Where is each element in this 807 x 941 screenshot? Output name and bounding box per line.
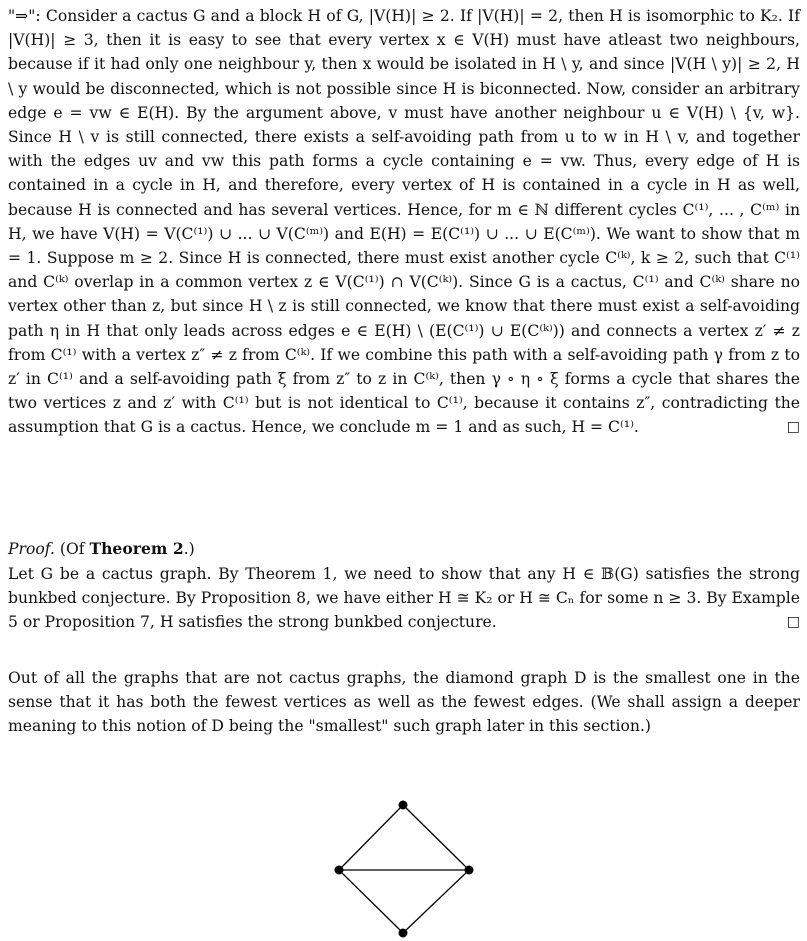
proof-heading <box>8 537 800 561</box>
edge-left-bottom <box>339 870 403 933</box>
paragraph3-text: Out of all the graphs that are not cactus graphs, the diamond graph D is the smallest one in the sense that it has both the fewest vertices as well as the fewest edges. (We shall assign a deeper meaning to this notion of D being the "smallest" such graph later in this section.) <box>8 669 800 736</box>
edge-top-right <box>403 805 469 870</box>
paragraph1-text: "⇒": Consider a cactus G and a block H of G, |V(H)| ≥ 2. If |V(H)| = 2, then H is isomorphic to K₂. If |V(H)| ≥ 3, then it is easy to see that every vertex x ∈ V(H) must have atleast two neighbours, because if it had only one neighbour y, then x would be isolated in H \ y, and since |V(H \ y)| ≥ 2, H \ y would be disconnected, which is not possible since H is biconnected. Now, consider an arbitrary edge e = vw ∈ E(H). By the argument above, v must have another neighbour u ∈ V(H) \ {v, w}. Since H \ v is still connected, there exists a self-avoiding path from u to w in H \ v, and together with the edges uv and vw this path forms a cycle containing e = vw. Thus, every edge of H is contained in a cycle in H, and therefore, every vertex of H is contained in a cycle in H as well, because H is connected and has several vertices. Hence, for m ∈ ℕ different cycles C⁽¹⁾, ... , C⁽ᵐ⁾ in H, we have V(H) = V(C⁽¹⁾) ∪ ... ∪ V(C⁽ᵐ⁾) and E(H) = E(C⁽¹⁾) ∪ ... ∪ E(C⁽ᵐ⁾). We want to show that m = 1. Suppose m ≥ 2. Since H is connected, there must exist another cycle C⁽ᵏ⁾, k ≥ 2, such that C⁽¹⁾ and C⁽ᵏ⁾ overlap in a common vertex z ∈ V(C⁽¹⁾) ∩ V(C⁽ᵏ⁾). Since G is a cactus, C⁽¹⁾ and C⁽ᵏ⁾ share no vertex other than z, but since H \ z is still connected, we know that there must exist a self-avoiding path η in H that only leads across edges e ∈ E(H) \ (E(C⁽¹⁾) ∪ E(C⁽ᵏ⁾)) and connects a vertex z′ ≠ z from C⁽¹⁾ with a vertex z″ ≠ z from C⁽ᵏ⁾. If we combine this path with a self-avoiding path γ from z to z′ in C⁽¹⁾ and a self-avoiding path ξ from z″ to z in C⁽ᵏ⁾, then γ ∘ η ∘ ξ forms a cycle that shares the two vertices z and z′ with C⁽¹⁾ but is not identical to C⁽¹⁾, because it contains z″, contradicting the assumption that G is a cactus. Hence, we conclude m = 1 and as such, H = C⁽¹⁾. <box>8 7 800 437</box>
vertex-bottom <box>399 929 408 938</box>
proof-of-prefix: (Of <box>59 540 90 558</box>
proof-of-suffix: .) <box>183 540 195 558</box>
edge-top-left <box>339 805 403 870</box>
qed-symbol-2: □ <box>786 614 800 631</box>
paragraph2-text: Let G be a cactus graph. By Theorem 1, we need to show that any H ∈ 𝔹(G) satisfies the strong bunkbed conjecture. By Proposition 8, we have either H ≅ K₂ or H ≅ Cₙ for some n ≥ 3. By Example 5 or Proposition 7, H satisfies the strong bunkbed conjecture. <box>8 565 800 632</box>
proof-label: Proof. <box>8 540 55 558</box>
edge-right-bottom <box>403 870 469 933</box>
diamond-graph-figure <box>330 800 480 940</box>
proof-paragraph-theorem-2 <box>8 562 800 635</box>
proof-of-theorem: Theorem 2 <box>89 539 184 558</box>
vertex-right <box>465 866 474 875</box>
proof-paragraph-block-characterization <box>8 4 800 440</box>
diamond-graph-paragraph <box>8 666 800 739</box>
vertex-left <box>335 866 344 875</box>
qed-symbol-1: □ <box>786 419 800 436</box>
vertex-top <box>399 801 408 810</box>
